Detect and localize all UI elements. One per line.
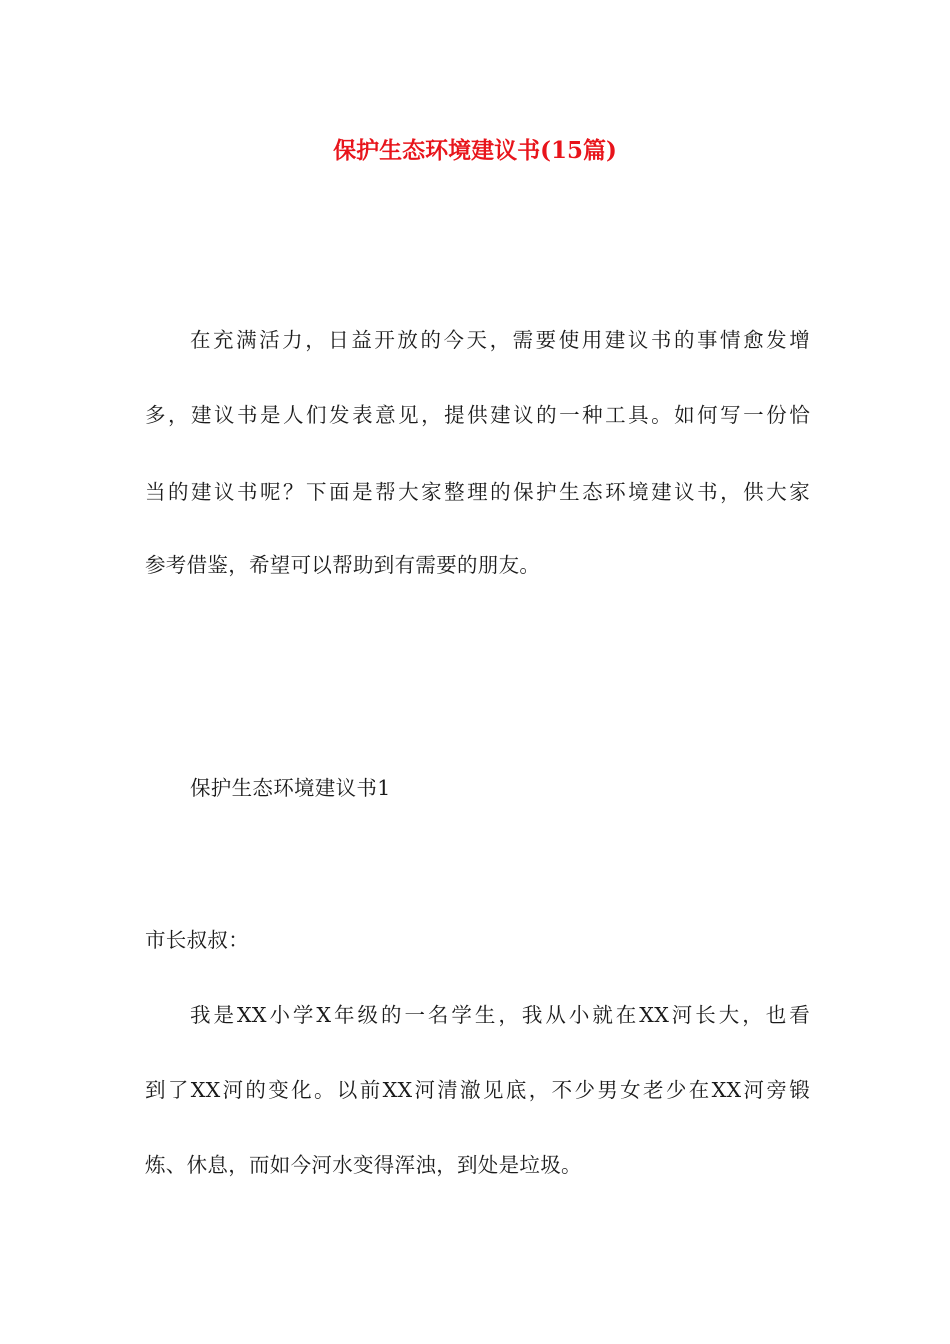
salutation: 市长叔叔： <box>145 928 249 952</box>
intro-line-2: 多，建议书是人们发表意见，提供建议的一种工具。如何写一份恰 <box>145 403 810 427</box>
intro-line-4: 参考借鉴，希望可以帮助到有需要的朋友。 <box>145 553 541 577</box>
section-heading: 保护生态环境建议书1 <box>190 776 391 800</box>
body-line-2: 到了XX河的变化。以前XX河清澈见底，不少男女老少在XX河旁锻 <box>145 1078 810 1102</box>
body-line-1: 我是XX小学X年级的一名学生，我从小就在XX河长大，也看 <box>190 1003 810 1027</box>
intro-line-3: 当的建议书呢？下面是帮大家整理的保护生态环境建议书，供大家 <box>145 480 810 504</box>
document-title: 保护生态环境建议书(15篇) <box>333 137 617 164</box>
body-line-3: 炼、休息，而如今河水变得浑浊，到处是垃圾。 <box>145 1153 582 1177</box>
intro-line-1: 在充满活力，日益开放的今天，需要使用建议书的事情愈发增 <box>190 328 810 352</box>
